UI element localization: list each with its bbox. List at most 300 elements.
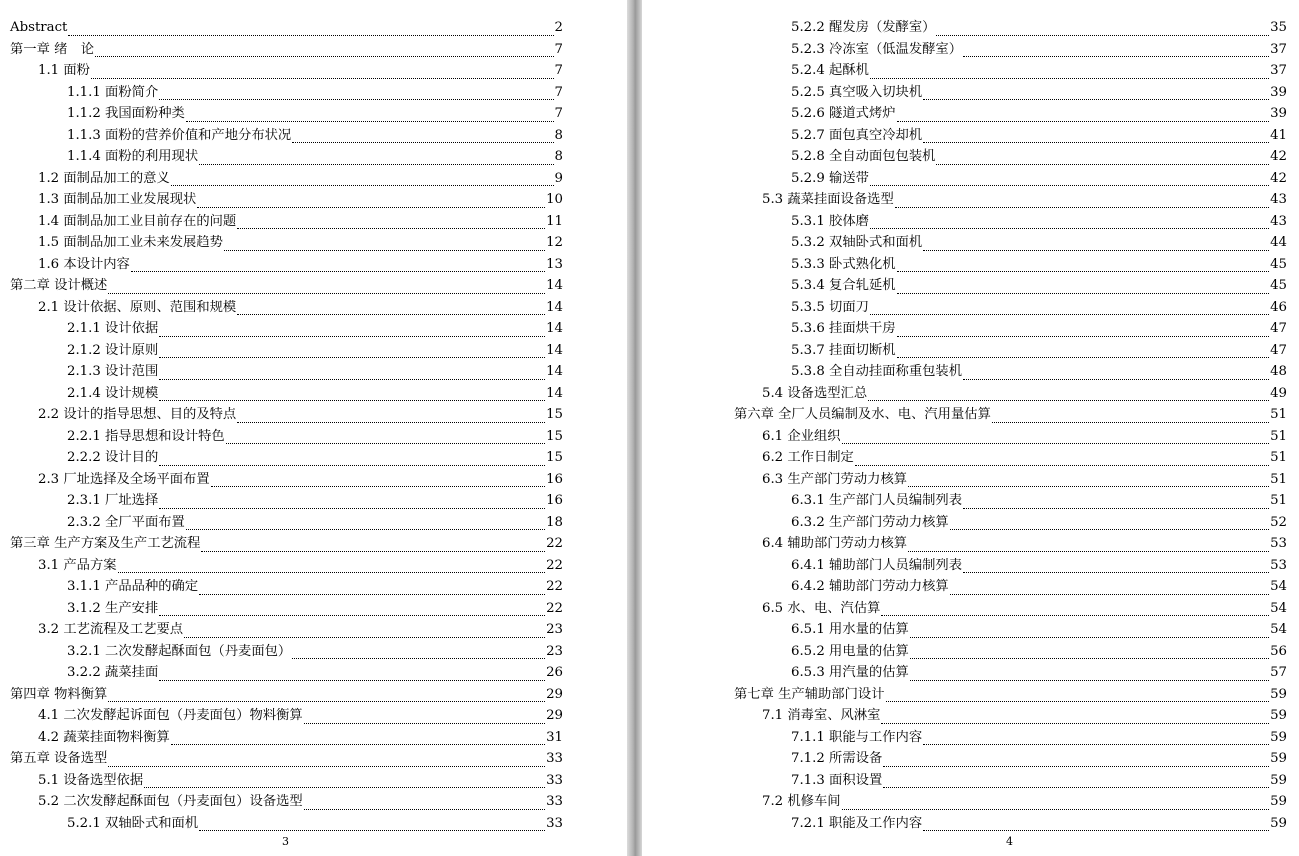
toc-dot-leader bbox=[91, 68, 554, 82]
toc-entry-title: 2.3 厂址选择及全场平面布置 bbox=[38, 471, 210, 487]
toc-entry-title: 2.2.1 指导思想和设计特色 bbox=[67, 428, 225, 444]
toc-dot-leader bbox=[855, 455, 1269, 469]
toc-entry-page: 29 bbox=[546, 686, 563, 702]
toc-entry[interactable] bbox=[791, 748, 1287, 770]
toc-entry-title: 2.3.1 厂址选择 bbox=[67, 493, 159, 508]
toc-entry-title: 5.3.4 复合轧延机 bbox=[791, 278, 896, 293]
toc-entry-page: 2 bbox=[554, 20, 563, 35]
toc-dot-leader bbox=[201, 541, 545, 555]
toc-dot-leader bbox=[963, 369, 1269, 383]
toc-entry[interactable] bbox=[762, 791, 1287, 813]
page-gutter[interactable] bbox=[627, 0, 642, 856]
toc-entry-page: 43 bbox=[1270, 213, 1287, 229]
toc-entry-title: 5.3 蔬菜挂面设备选型 bbox=[762, 192, 894, 207]
toc-dot-leader bbox=[842, 433, 1270, 447]
toc-page-left bbox=[0, 0, 627, 856]
toc-dot-leader bbox=[897, 326, 1270, 340]
toc-entry[interactable] bbox=[67, 318, 563, 340]
toc-dot-leader bbox=[237, 412, 545, 426]
toc-dot-leader bbox=[923, 820, 1269, 834]
toc-entry-title: 1.6 本设计内容 bbox=[38, 256, 130, 272]
toc-entry-title: 1.1.2 我国面粉种类 bbox=[67, 106, 185, 121]
toc-entry-title: 1.2 面制品加工的意义 bbox=[38, 170, 170, 186]
toc-dot-leader bbox=[868, 390, 1269, 404]
toc-entry-title: 第四章 物料衡算 bbox=[10, 686, 108, 702]
toc-dot-leader bbox=[68, 25, 553, 39]
toc-entry-title: 6.3 生产部门劳动力核算 bbox=[762, 471, 908, 487]
toc-entry-page: 16 bbox=[546, 493, 563, 508]
toc-entry-page: 59 bbox=[1270, 794, 1287, 809]
toc-entry-title: 5.2.3 冷冻室（低温发酵室） bbox=[791, 41, 963, 57]
toc-entry-title: 5.2.1 双轴卧式和面机 bbox=[67, 815, 199, 831]
toc-entry-page: 15 bbox=[546, 450, 563, 465]
toc-entry[interactable] bbox=[38, 555, 563, 577]
toc-entry[interactable] bbox=[734, 404, 1287, 426]
toc-entry-page: 7 bbox=[554, 63, 563, 78]
toc-dot-leader bbox=[992, 412, 1269, 426]
toc-entry[interactable] bbox=[38, 619, 563, 641]
toc-entry[interactable] bbox=[791, 168, 1287, 190]
toc-entry[interactable] bbox=[67, 82, 563, 104]
toc-dot-leader bbox=[950, 584, 1269, 598]
toc-entry[interactable] bbox=[734, 684, 1287, 706]
toc-entry-page: 7 bbox=[554, 106, 563, 121]
toc-entry-title: 1.4 面制品加工业目前存在的问题 bbox=[38, 213, 237, 229]
toc-entry[interactable] bbox=[791, 232, 1287, 254]
toc-entry[interactable] bbox=[67, 813, 563, 835]
toc-entry[interactable] bbox=[791, 146, 1287, 168]
toc-entry-page: 23 bbox=[546, 643, 563, 659]
toc-dot-leader bbox=[108, 283, 545, 297]
toc-entry[interactable] bbox=[791, 211, 1287, 233]
toc-entry-page: 59 bbox=[1270, 751, 1287, 766]
toc-entry[interactable] bbox=[791, 619, 1287, 641]
toc-entry[interactable] bbox=[762, 383, 1287, 405]
toc-dot-leader bbox=[159, 369, 545, 383]
toc-entry-page: 59 bbox=[1270, 708, 1287, 723]
toc-entry[interactable] bbox=[67, 641, 563, 663]
toc-entry[interactable] bbox=[10, 684, 563, 706]
toc-entry[interactable] bbox=[67, 340, 563, 362]
toc-entry-title: 5.2.6 隧道式烤炉 bbox=[791, 106, 896, 121]
toc-entry-page: 37 bbox=[1270, 63, 1287, 78]
toc-dot-leader bbox=[910, 648, 1269, 662]
toc-dot-leader bbox=[908, 476, 1269, 490]
toc-entry[interactable] bbox=[10, 533, 563, 555]
toc-entry[interactable] bbox=[791, 555, 1287, 577]
toc-entry-title: 3.2.1 二次发酵起酥面包（丹麦面包） bbox=[67, 643, 292, 659]
toc-entry[interactable] bbox=[38, 791, 563, 813]
toc-dot-leader bbox=[226, 433, 545, 447]
toc-entry-page: 33 bbox=[546, 794, 563, 809]
toc-dot-leader bbox=[881, 605, 1269, 619]
toc-entry-page: 29 bbox=[546, 708, 563, 723]
toc-entry-page: 31 bbox=[546, 729, 563, 745]
toc-entry[interactable] bbox=[791, 60, 1287, 82]
toc-entry[interactable] bbox=[791, 641, 1287, 663]
toc-entry-title: 7.2.1 职能及工作内容 bbox=[791, 815, 923, 831]
toc-entry-title: 7.1.3 面积设置 bbox=[791, 772, 883, 788]
toc-entry-page: 42 bbox=[1270, 149, 1287, 164]
toc-entry-title: 6.5.1 用水量的估算 bbox=[791, 622, 909, 637]
toc-entry-page: 14 bbox=[546, 321, 563, 336]
toc-entry-page: 26 bbox=[546, 665, 563, 680]
toc-entry-page: 7 bbox=[554, 41, 563, 57]
toc-entry-title: 7.1.1 职能与工作内容 bbox=[791, 729, 923, 745]
toc-entry-page: 22 bbox=[546, 600, 563, 616]
toc-dot-leader bbox=[870, 304, 1269, 318]
toc-entry-page: 14 bbox=[546, 364, 563, 379]
toc-entry[interactable] bbox=[762, 533, 1287, 555]
toc-entry[interactable] bbox=[791, 125, 1287, 147]
toc-entry-title: 1.1.1 面粉简介 bbox=[67, 84, 159, 100]
toc-entry-page: 22 bbox=[546, 536, 563, 551]
toc-entry-page: 15 bbox=[546, 428, 563, 444]
toc-entry-title: 6.3.2 生产部门劳动力核算 bbox=[791, 514, 949, 530]
toc-dot-leader bbox=[897, 347, 1270, 361]
toc-dot-leader bbox=[950, 519, 1269, 533]
toc-entry-page: 49 bbox=[1270, 385, 1287, 401]
toc-entry-page: 45 bbox=[1270, 256, 1287, 272]
toc-dot-leader bbox=[159, 670, 545, 684]
toc-entry[interactable] bbox=[791, 512, 1287, 534]
toc-entry-title: 3.1 产品方案 bbox=[38, 557, 117, 573]
toc-entry-title: 3.1.2 生产安排 bbox=[67, 600, 159, 616]
toc-entry[interactable] bbox=[67, 361, 563, 383]
toc-entry-page: 56 bbox=[1270, 643, 1287, 659]
toc-entry-title: 第三章 生产方案及生产工艺流程 bbox=[10, 536, 201, 551]
toc-entry-title: 第五章 设备选型 bbox=[10, 751, 108, 766]
toc-entry-title: 4.1 二次发酵起诉面包（丹麦面包）物料衡算 bbox=[38, 708, 303, 723]
toc-dot-leader bbox=[159, 605, 545, 619]
toc-entry-title: 1.1.4 面粉的利用现状 bbox=[67, 149, 199, 164]
page-number-left: 3 bbox=[282, 835, 289, 848]
toc-dot-leader bbox=[197, 197, 545, 211]
toc-entry[interactable] bbox=[791, 813, 1287, 835]
toc-entry-page: 41 bbox=[1270, 127, 1287, 143]
toc-entry[interactable] bbox=[38, 705, 563, 727]
toc-entry-title: 6.4 辅助部门劳动力核算 bbox=[762, 536, 908, 551]
toc-dot-leader bbox=[292, 132, 553, 146]
toc-entry-title: 6.5.2 用电量的估算 bbox=[791, 643, 909, 659]
toc-dot-leader bbox=[159, 347, 545, 361]
toc-entry[interactable] bbox=[67, 490, 563, 512]
page-number-right: 4 bbox=[1006, 835, 1013, 848]
toc-entry-page: 59 bbox=[1270, 772, 1287, 788]
toc-entry-title: 1.5 面制品加工业未来发展趋势 bbox=[38, 235, 223, 250]
toc-entry-title: 7.1.2 所需设备 bbox=[791, 751, 883, 766]
toc-entry[interactable] bbox=[38, 232, 563, 254]
toc-entry-page: 14 bbox=[546, 299, 563, 315]
toc-dot-leader bbox=[883, 756, 1269, 770]
toc-entry[interactable] bbox=[38, 60, 563, 82]
toc-dot-leader bbox=[184, 627, 545, 641]
toc-entry-title: 6.4.1 辅助部门人员编制列表 bbox=[791, 557, 963, 573]
toc-entry-title: 2.1.1 设计依据 bbox=[67, 321, 159, 336]
toc-entry[interactable] bbox=[38, 727, 563, 749]
toc-entry-page: 14 bbox=[546, 342, 563, 358]
toc-entry-page: 48 bbox=[1270, 364, 1287, 379]
toc-dot-leader bbox=[870, 68, 1269, 82]
toc-entry[interactable] bbox=[67, 598, 563, 620]
toc-entry[interactable] bbox=[38, 189, 563, 211]
toc-entry-page: 51 bbox=[1270, 493, 1287, 508]
toc-entry-title: 3.1.1 产品品种的确定 bbox=[67, 579, 199, 594]
toc-dot-leader bbox=[199, 820, 545, 834]
toc-entry-title: 6.5 水、电、汽估算 bbox=[762, 600, 881, 616]
toc-entry-title: Abstract bbox=[10, 20, 68, 35]
toc-entry[interactable] bbox=[38, 254, 563, 276]
toc-dot-leader bbox=[963, 46, 1269, 60]
toc-entry[interactable] bbox=[791, 275, 1287, 297]
toc-entry-page: 53 bbox=[1270, 536, 1287, 551]
toc-dot-leader bbox=[886, 691, 1270, 705]
toc-entry[interactable] bbox=[791, 340, 1287, 362]
toc-entry-title: 5.2.4 起酥机 bbox=[791, 63, 869, 78]
toc-entry-page: 12 bbox=[546, 235, 563, 250]
toc-entry-page: 43 bbox=[1270, 192, 1287, 207]
toc-dot-leader bbox=[304, 713, 545, 727]
toc-entry-page: 33 bbox=[546, 772, 563, 788]
toc-entry-page: 23 bbox=[546, 622, 563, 637]
toc-entry-page: 22 bbox=[546, 579, 563, 594]
toc-entry-page: 22 bbox=[546, 557, 563, 573]
toc-entry-title: 2.1.4 设计规模 bbox=[67, 385, 159, 401]
toc-entry-page: 47 bbox=[1270, 342, 1287, 358]
toc-entry[interactable] bbox=[38, 404, 563, 426]
toc-dot-leader bbox=[897, 283, 1270, 297]
toc-entry-title: 6.2 工作日制定 bbox=[762, 450, 854, 465]
toc-entry[interactable] bbox=[67, 125, 563, 147]
toc-dot-leader bbox=[186, 111, 554, 125]
toc-entry-page: 14 bbox=[546, 278, 563, 293]
toc-entry[interactable] bbox=[67, 426, 563, 448]
toc-entry-title: 5.2.5 真空吸入切块机 bbox=[791, 84, 923, 100]
toc-dot-leader bbox=[108, 756, 545, 770]
toc-entry-page: 33 bbox=[546, 751, 563, 766]
toc-entry[interactable] bbox=[791, 254, 1287, 276]
toc-entry-title: 5.3.2 双轴卧式和面机 bbox=[791, 235, 923, 250]
toc-entry-page: 14 bbox=[546, 385, 563, 401]
toc-entry-title: 3.2.2 蔬菜挂面 bbox=[67, 665, 159, 680]
toc-entry-page: 44 bbox=[1270, 235, 1287, 250]
toc-entry[interactable] bbox=[791, 103, 1287, 125]
toc-entry[interactable] bbox=[38, 770, 563, 792]
toc-entry-title: 6.1 企业组织 bbox=[762, 428, 841, 444]
toc-entry-title: 2.2.2 设计目的 bbox=[67, 450, 159, 465]
toc-dot-leader bbox=[923, 240, 1269, 254]
toc-entry-page: 57 bbox=[1270, 665, 1287, 680]
toc-entry-page: 33 bbox=[546, 815, 563, 831]
toc-entry-page: 37 bbox=[1270, 41, 1287, 57]
toc-entry[interactable] bbox=[762, 189, 1287, 211]
toc-entry-title: 5.3.1 胶体磨 bbox=[791, 213, 869, 229]
toc-entry-page: 8 bbox=[554, 149, 563, 164]
toc-entry-title: 6.5.3 用汽量的估算 bbox=[791, 665, 909, 680]
toc-dot-leader bbox=[963, 562, 1269, 576]
toc-entry[interactable] bbox=[791, 361, 1287, 383]
toc-entry-page: 51 bbox=[1270, 471, 1287, 487]
toc-entry[interactable] bbox=[38, 168, 563, 190]
toc-entry[interactable] bbox=[67, 146, 563, 168]
toc-entry-title: 6.4.2 辅助部门劳动力核算 bbox=[791, 579, 949, 594]
toc-dot-leader bbox=[910, 670, 1269, 684]
toc-entry-page: 54 bbox=[1270, 622, 1287, 637]
toc-entry-title: 5.1 设备选型依据 bbox=[38, 772, 144, 788]
toc-dot-leader bbox=[159, 455, 545, 469]
toc-entry-page: 45 bbox=[1270, 278, 1287, 293]
toc-entry-title: 5.2.2 醒发房（发酵室） bbox=[791, 20, 936, 35]
toc-entry[interactable] bbox=[762, 447, 1287, 469]
toc-dot-leader bbox=[910, 627, 1269, 641]
toc-entry-title: 第六章 全厂人员编制及水、电、汽用量估算 bbox=[734, 407, 991, 422]
toc-entry-title: 第一章 绪 论 bbox=[10, 41, 95, 57]
toc-dot-leader bbox=[95, 46, 554, 60]
toc-page-right bbox=[642, 0, 1299, 856]
toc-entry[interactable] bbox=[791, 662, 1287, 684]
toc-entry-title: 5.3.8 全自动挂面称重包装机 bbox=[791, 364, 963, 379]
toc-dot-leader bbox=[159, 498, 545, 512]
toc-entry-title: 5.2.9 输送带 bbox=[791, 170, 869, 186]
toc-dot-leader bbox=[870, 218, 1269, 232]
toc-entry-title: 5.2 二次发酵起酥面包（丹麦面包）设备选型 bbox=[38, 794, 303, 809]
toc-entry[interactable] bbox=[38, 297, 563, 319]
toc-entry-page: 52 bbox=[1270, 514, 1287, 530]
toc-dot-leader bbox=[936, 25, 1269, 39]
toc-entry-page: 51 bbox=[1270, 428, 1287, 444]
toc-entry[interactable] bbox=[762, 598, 1287, 620]
toc-entry-title: 5.3.3 卧式熟化机 bbox=[791, 256, 896, 272]
toc-dot-leader bbox=[159, 326, 545, 340]
toc-entry-page: 42 bbox=[1270, 170, 1287, 186]
toc-entry[interactable] bbox=[791, 297, 1287, 319]
toc-dot-leader bbox=[881, 713, 1269, 727]
toc-entry[interactable] bbox=[791, 17, 1287, 39]
toc-entry-page: 18 bbox=[546, 514, 563, 530]
toc-entry[interactable] bbox=[10, 39, 563, 61]
toc-entry[interactable] bbox=[791, 39, 1287, 61]
toc-entry[interactable] bbox=[791, 490, 1287, 512]
toc-entry[interactable] bbox=[38, 211, 563, 233]
toc-dot-leader bbox=[131, 261, 545, 275]
toc-entry-page: 39 bbox=[1270, 84, 1287, 100]
toc-entry[interactable] bbox=[67, 447, 563, 469]
toc-entry[interactable] bbox=[791, 318, 1287, 340]
toc-dot-leader bbox=[936, 154, 1269, 168]
toc-entry-page: 53 bbox=[1270, 557, 1287, 573]
toc-entry-page: 51 bbox=[1270, 450, 1287, 465]
toc-entry-page: 11 bbox=[546, 213, 563, 229]
toc-dot-leader bbox=[292, 648, 545, 662]
toc-entry[interactable] bbox=[38, 469, 563, 491]
toc-dot-leader bbox=[199, 584, 545, 598]
toc-entry-title: 2.1.3 设计范围 bbox=[67, 364, 159, 379]
toc-entry-page: 54 bbox=[1270, 600, 1287, 616]
toc-entry-page: 9 bbox=[554, 170, 563, 186]
toc-dot-leader bbox=[897, 261, 1270, 275]
toc-entry-page: 39 bbox=[1270, 106, 1287, 121]
toc-entry-page: 54 bbox=[1270, 579, 1287, 594]
toc-dot-leader bbox=[895, 197, 1269, 211]
toc-dot-leader bbox=[224, 240, 545, 254]
toc-entry-page: 35 bbox=[1270, 20, 1287, 35]
toc-dot-leader bbox=[159, 89, 553, 103]
toc-entry-title: 1.1 面粉 bbox=[38, 63, 90, 78]
toc-entry-title: 5.3.5 切面刀 bbox=[791, 299, 869, 315]
toc-entry[interactable] bbox=[10, 748, 563, 770]
toc-entry[interactable] bbox=[762, 705, 1287, 727]
toc-entry[interactable] bbox=[791, 576, 1287, 598]
toc-entry-title: 5.2.8 全自动面包包装机 bbox=[791, 149, 936, 164]
toc-entry-page: 8 bbox=[554, 127, 563, 143]
toc-entry-page: 59 bbox=[1270, 815, 1287, 831]
toc-dot-leader bbox=[144, 777, 545, 791]
toc-dot-leader bbox=[897, 111, 1270, 125]
toc-dot-leader bbox=[159, 390, 545, 404]
toc-entry[interactable] bbox=[10, 17, 563, 39]
toc-entry-title: 6.3.1 生产部门人员编制列表 bbox=[791, 493, 963, 508]
toc-dot-leader bbox=[923, 132, 1269, 146]
toc-entry-title: 1.1.3 面粉的营养价值和产地分布状况 bbox=[67, 127, 292, 143]
toc-entry[interactable] bbox=[791, 82, 1287, 104]
toc-entry[interactable] bbox=[791, 770, 1287, 792]
toc-entry-title: 5.4 设备选型汇总 bbox=[762, 385, 868, 401]
toc-entry-title: 7.2 机修车间 bbox=[762, 794, 841, 809]
toc-entry[interactable] bbox=[67, 103, 563, 125]
toc-dot-leader bbox=[171, 734, 545, 748]
toc-dot-leader bbox=[237, 304, 545, 318]
toc-dot-leader bbox=[923, 734, 1269, 748]
toc-entry-title: 第二章 设计概述 bbox=[10, 278, 108, 293]
toc-dot-leader bbox=[842, 799, 1270, 813]
toc-entry-page: 59 bbox=[1270, 686, 1287, 702]
toc-entry-page: 7 bbox=[554, 84, 563, 100]
toc-dot-leader bbox=[211, 476, 545, 490]
toc-entry-title: 1.3 面制品加工业发展现状 bbox=[38, 192, 197, 207]
toc-entry-title: 2.1.2 设计原则 bbox=[67, 342, 159, 358]
toc-entry[interactable] bbox=[762, 469, 1287, 491]
toc-entry-page: 47 bbox=[1270, 321, 1287, 336]
toc-dot-leader bbox=[923, 89, 1269, 103]
toc-entry-title: 5.2.7 面包真空冷却机 bbox=[791, 127, 923, 143]
toc-entry[interactable] bbox=[791, 727, 1287, 749]
toc-entry-title: 第七章 生产辅助部门设计 bbox=[734, 686, 885, 702]
toc-dot-leader bbox=[108, 691, 545, 705]
toc-dot-leader bbox=[199, 154, 553, 168]
toc-entry-page: 13 bbox=[546, 256, 563, 272]
toc-dot-leader bbox=[870, 175, 1269, 189]
toc-dot-leader bbox=[186, 519, 545, 533]
toc-entry-title: 2.2 设计的指导思想、目的及特点 bbox=[38, 407, 237, 422]
toc-entry-title: 7.1 消毒室、风淋室 bbox=[762, 708, 881, 723]
toc-entry[interactable] bbox=[762, 426, 1287, 448]
toc-dot-leader bbox=[171, 175, 554, 189]
toc-entry-title: 2.3.2 全厂平面布置 bbox=[67, 514, 185, 530]
toc-dot-leader bbox=[908, 541, 1269, 555]
toc-entry[interactable] bbox=[10, 275, 563, 297]
toc-entry[interactable] bbox=[67, 662, 563, 684]
toc-entry-title: 4.2 蔬菜挂面物料衡算 bbox=[38, 729, 170, 745]
toc-entry-page: 10 bbox=[546, 192, 563, 207]
toc-dot-leader bbox=[304, 799, 545, 813]
toc-entry-page: 51 bbox=[1270, 407, 1287, 422]
toc-entry[interactable] bbox=[67, 512, 563, 534]
toc-entry[interactable] bbox=[67, 576, 563, 598]
toc-entry-title: 5.3.7 挂面切断机 bbox=[791, 342, 896, 358]
toc-entry[interactable] bbox=[67, 383, 563, 405]
toc-dot-leader bbox=[237, 218, 545, 232]
toc-dot-leader bbox=[963, 498, 1269, 512]
